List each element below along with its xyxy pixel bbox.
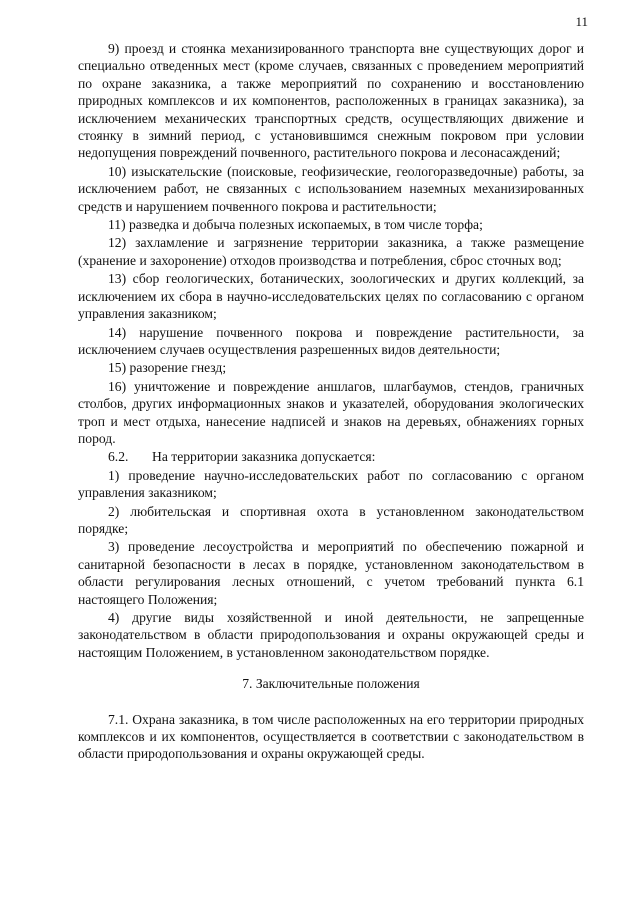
list-item-12: 12) захламление и загрязнение территории заказника, а также размещение (хранение и захоронение) отходов производства и потребления, сброс сточных вод; (78, 235, 584, 268)
list-item-15: 15) разорение гнезд; (108, 360, 227, 376)
clause-6-2 (78, 448, 584, 465)
clause-7-1: 7.1. Охрана заказника, в том числе расположенных на его территории природных комплексов и их компонентов, осуществляется в соответствии с законодательством в области природопользования и охраны окружающей среды. (78, 711, 584, 762)
list-item-10: 10) изыскательские (поисковые, геофизические, геологоразведочные) работы, за исключением работ, не связанных с использованием наземных механизированных средств и нарушением почвенного покрова и растительности; (78, 163, 584, 214)
list-item-11: 11) разведка и добыча полезных ископаемых, в том числе торфа; (108, 217, 483, 233)
list-item-9: 9) проезд и стоянка механизированного транспорта вне существующих дорог и специально отведенных мест (кроме случаев, связанных с проведением мероприятий по охране заказника, а также мероприятий по сохранению и восстановлению природных комплексов и их компонентов, расположенных в границах заказника), за исключением механических транспортных средств, осуществляющих движение и стоянку в зимний период, с установившимся снежным покровом при условии недопущения повреждений почвенного, растительного покрова и лесонасаждений; (78, 41, 584, 161)
list-item-16: 16) уничтожение и повреждение аншлагов, шлагбаумов, стендов, граничных столбов, других информационных знаков и указателей, оборудования экологических троп и мест отдыха, нанесение надписей и знаков на деревьях, обнажениях горных пород. (78, 378, 584, 446)
allowed-item-3: 3) проведение лесоустройства и мероприятий по обеспечению пожарной и санитарной безопасности в лесах в порядке, установленном законодательством в области регулирования лесных отношений, с учетом требований пункта 6.1 настоящего Положения; (78, 539, 584, 607)
list-item-14: 14) нарушение почвенного покрова и повреждение растительности, за исключением случаев осуществления разрешенных видов деятельности; (78, 324, 584, 357)
list-item-13: 13) сбор геологических, ботанических, зоологических и других коллекций, за исключением их сбора в научно-исследовательских целях по согласованию с органом управления заказником; (78, 271, 584, 322)
section-7-title: 7. Заключительные положения (242, 676, 420, 692)
page-number: 11 (575, 14, 588, 29)
document-body (78, 40, 584, 763)
clause-6-2-number: 6.2. (108, 449, 129, 465)
allowed-item-1: 1) проведение научно-исследовательских работ по согласованию с органом управления заказником; (78, 467, 584, 501)
allowed-item-4: 4) другие виды хозяйственной и иной деятельности, не запрещенные законодательством в области природопользования и охраны окружающей среды и настоящим Положением, в установленном законодательством порядке. (78, 610, 584, 660)
clause-6-2-text: На территории заказника допускается: (152, 449, 376, 465)
allowed-item-2: 2) любительская и спортивная охота в установленном законодательством порядке; (78, 503, 584, 536)
